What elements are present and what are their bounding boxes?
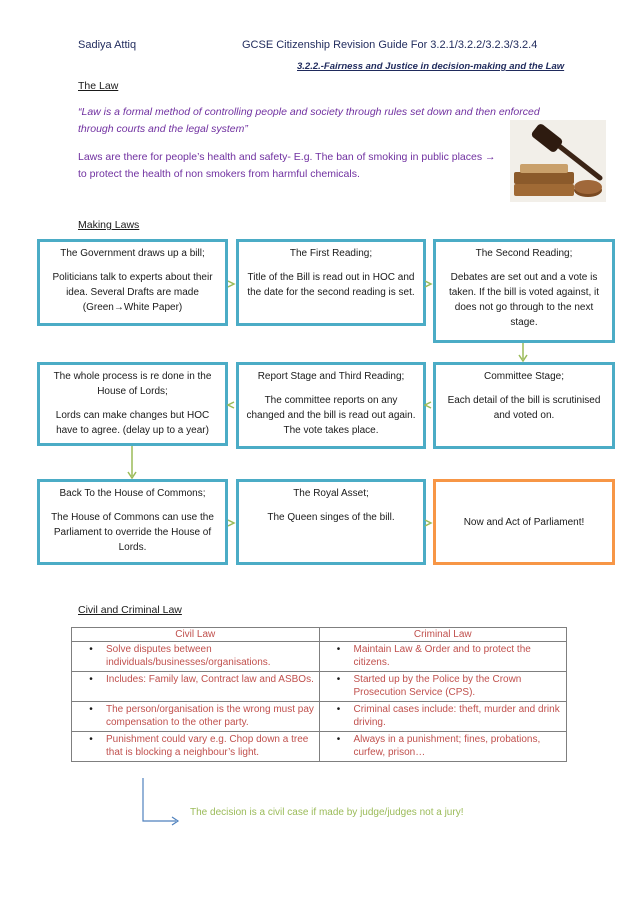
- step-act-of-parliament: [433, 479, 615, 565]
- criminal-cell: [319, 702, 567, 732]
- cell-text: The person/organisation is the wrong must pay compensation to the other party.: [106, 704, 314, 728]
- step-committee-stage: [433, 362, 615, 449]
- criminal-cell: [319, 642, 567, 672]
- criminal-cell: [319, 732, 567, 762]
- table-row: [72, 642, 567, 672]
- step-first-reading: [236, 239, 426, 326]
- step-title: The First Reading;: [289, 248, 373, 259]
- step-government-bill: [37, 239, 228, 326]
- step-body: Now and Act of Parliament!: [463, 517, 585, 528]
- arrow-icon: [517, 343, 529, 363]
- bullet-icon: •: [89, 704, 93, 715]
- step-body: The committee reports on any changed and the bill is read out again. The vote takes place.: [246, 395, 416, 436]
- step-title: The Second Reading;: [475, 248, 573, 259]
- civil-cell: [72, 642, 320, 672]
- civil-cell: [72, 702, 320, 732]
- law-health-line1: Laws are there for people’s health and safety- E.g. The ban of smoking in public places →: [78, 151, 496, 163]
- step-title: Committee Stage;: [483, 371, 565, 382]
- step-body: Politicians talk to experts about their idea. Several Drafts are made (Green→White Paper): [52, 272, 213, 313]
- arrow-icon: [228, 518, 238, 528]
- table-header-row: [72, 628, 567, 642]
- criminal-cell: [319, 672, 567, 702]
- making-laws-heading: Making Laws: [78, 219, 140, 231]
- civil-criminal-heading: Civil and Criminal Law: [78, 604, 182, 616]
- gavel-icon: [510, 120, 606, 202]
- cell-text: Solve disputes between individuals/businesses/organisations.: [106, 644, 271, 668]
- step-house-of-lords: [37, 362, 228, 446]
- cell-text: Criminal cases include: theft, murder and drink driving.: [353, 704, 560, 728]
- bullet-icon: •: [336, 734, 341, 745]
- step-body: Lords can make changes but HOC have to agree. (delay up to a year): [55, 410, 210, 436]
- cell-text: Maintain Law & Order and to protect the citizens.: [353, 644, 531, 668]
- bullet-icon: •: [336, 644, 341, 655]
- civil-criminal-table: [71, 627, 567, 762]
- civil-cell: [72, 672, 320, 702]
- arrow-icon: [424, 400, 434, 410]
- bullet-icon: •: [89, 734, 93, 745]
- cell-text: Punishment could vary e.g. Chop down a tree that is blocking a neighbour’s light.: [106, 734, 309, 758]
- civil-law-header: Civil Law: [72, 628, 320, 642]
- step-body: Each detail of the bill is scrutinised and voted on.: [447, 395, 601, 421]
- arrow-icon: [126, 446, 138, 480]
- law-heading: The Law: [78, 80, 119, 92]
- arrow-icon: [228, 279, 238, 289]
- bullet-icon: •: [336, 704, 341, 715]
- footnote: The decision is a civil case if made by judge/judges not a jury!: [190, 807, 464, 818]
- step-title: Report Stage and Third Reading;: [257, 371, 405, 382]
- arrow-icon: [136, 778, 184, 828]
- guide-title: GCSE Citizenship Revision Guide For 3.2.1/3.2.2/3.2.3/3.2.4: [242, 39, 538, 51]
- table-row: [72, 672, 567, 702]
- arrow-icon: [425, 518, 435, 528]
- table-row: [72, 702, 567, 732]
- cell-text: Always in a punishment; fines, probations, curfew, prison…: [353, 734, 541, 758]
- step-title: Back To the House of Commons;: [59, 488, 206, 499]
- civil-cell: [72, 732, 320, 762]
- step-title: The whole process is re done in the House of Lords;: [53, 371, 212, 397]
- author-name: Sadiya Attiq: [78, 39, 137, 51]
- criminal-law-header: Criminal Law: [319, 628, 567, 642]
- arrow-icon: [227, 400, 237, 410]
- table-row: [72, 732, 567, 762]
- step-title: The Royal Asset;: [293, 488, 369, 499]
- cell-text: Started up by the Police by the Crown Prosecution Service (CPS).: [353, 674, 522, 698]
- bullet-icon: •: [336, 674, 341, 685]
- cell-text: Includes: Family law, Contract law and ASBOs.: [106, 674, 314, 685]
- bullet-icon: •: [89, 674, 93, 685]
- step-back-to-commons: [37, 479, 228, 565]
- bullet-icon: •: [89, 644, 93, 655]
- law-quote-line1: “Law is a formal method of controlling people and society through rules set down and then enforced: [78, 106, 540, 118]
- step-second-reading: [433, 239, 615, 343]
- law-health-line2: to protect the health of non smokers from harmful chemicals.: [78, 168, 360, 180]
- step-report-third-reading: [236, 362, 426, 449]
- step-royal-assent: [236, 479, 426, 565]
- step-body: The Queen singes of the bill.: [267, 512, 395, 523]
- step-title: The Government draws up a bill;: [60, 248, 205, 259]
- step-body: The House of Commons can use the Parliament to override the House of Lords.: [51, 512, 214, 553]
- step-body: Title of the Bill is read out in HOC and the date for the second reading is set.: [247, 272, 415, 298]
- law-quote-line2: through courts and the legal system”: [78, 123, 248, 135]
- step-body: Debates are set out and a vote is taken. If the bill is voted against, it does not go through to the next stage.: [448, 272, 600, 328]
- page-subtitle: 3.2.2.-Fairness and Justice in decision-making and the Law: [297, 61, 565, 72]
- arrow-icon: [425, 279, 435, 289]
